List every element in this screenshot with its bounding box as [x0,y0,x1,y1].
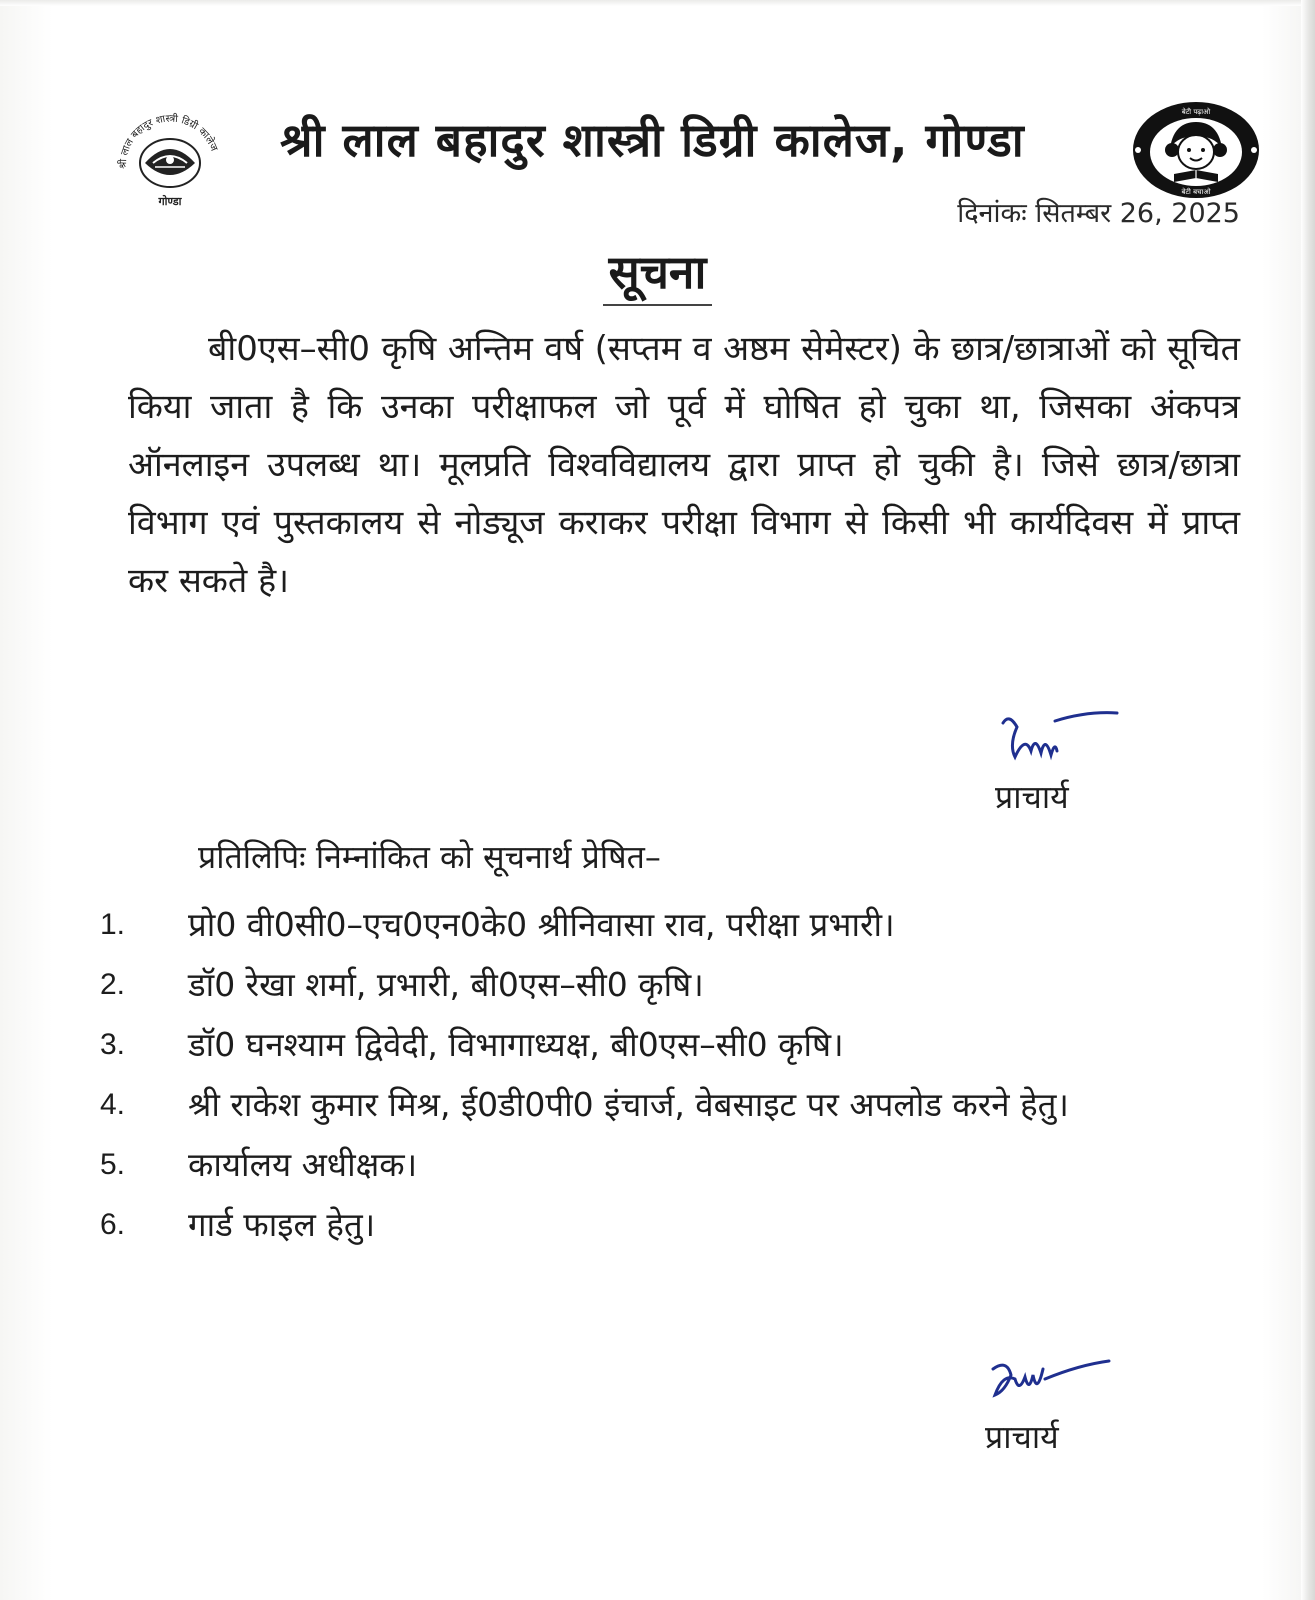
seal-bottom-text: गोण्डा [158,195,182,208]
college-name: श्री लाल बहादुर शास्त्री डिग्री कालेज, गोण्डा [280,113,1025,167]
list-item-number: 6. [100,1208,126,1241]
list-item [100,1200,1242,1250]
list-item-text: श्री राकेश कुमार मिश्र, ई0डी0पी0 इंचार्ज, वेबसाइट पर अपलोड करने हेतु। [188,1085,1069,1124]
notice-date: दिनांकः सितम्बर 26, 2025 [957,198,1240,229]
list-item-number: 4. [100,1088,126,1121]
college-seal-icon [105,105,235,210]
list-item-text: डॉ0 रेखा शर्मा, प्रभारी, बी0एस–सी0 कृषि। [188,965,704,1004]
list-item [100,1020,1242,1070]
list-item-number: 2. [100,968,126,1001]
notice-title-text: सूचना [603,240,713,306]
list-item-text: प्रो0 वी0सी0–एच0एन0के0 श्रीनिवासा राव, परीक्षा प्रभारी। [188,905,895,944]
list-item-text: कार्यालय अधीक्षक। [188,1145,418,1184]
list-item [100,960,1242,1010]
list-item-text: डॉ0 घनश्याम द्विवेदी, विभागाध्यक्ष, बी0एस–सी0 कृषि। [188,1025,844,1064]
list-item [100,1080,1242,1130]
principal-signature-bottom [985,1355,1125,1458]
copy-heading: प्रतिलिपिः निम्नांकित को सूचनार्थ प्रेषित– [198,838,661,876]
recipients-list [100,900,1242,1260]
list-item [100,900,1242,950]
principal-designation-bottom: प्राचार्य [985,1418,1059,1456]
list-item-number: 3. [100,1028,126,1061]
emblem-top-text: बेटी पढ़ाओ [1181,108,1211,116]
girl-reading-emblem-icon [1130,100,1262,200]
page-top-shadow [0,0,1315,6]
list-item-number: 5. [100,1148,126,1181]
principal-signature-top [995,705,1135,818]
emblem-bottom-text: बेटी बचाओ [1181,188,1211,196]
notice-title [0,240,1315,306]
list-item-number: 1. [100,908,126,941]
signature-scribble-icon [995,705,1125,775]
signature-scribble-icon [985,1355,1115,1415]
notice-body: बी0एस–सी0 कृषि अन्तिम वर्ष (सप्तम व अष्ठम सेमेस्टर) के छात्र/छात्राओं को सूचित किया जाता है कि उनका परीक्षाफल जो पूर्व में घोषित हो चुका था, जिसका अंकपत्र ऑनलाइन उपलब्ध था। मूलप्रति विश्वविद्यालय द्वारा प्राप्त हो चुकी है। जिसे छात्र/छात्रा विभाग एवं पुस्तकालय से नोड्यूज कराकर परीक्षा विभाग से किसी भी कार्यदिवस में प्राप्त कर सकते है। [128,329,1240,601]
list-item-text: गार्ड फाइल हेतु। [188,1205,376,1244]
seal-arc-text: श्री लाल बहादुर शास्त्री डिग्री कालेज [117,113,220,169]
list-item [100,1140,1242,1190]
principal-designation-top: प्राचार्य [995,778,1069,816]
